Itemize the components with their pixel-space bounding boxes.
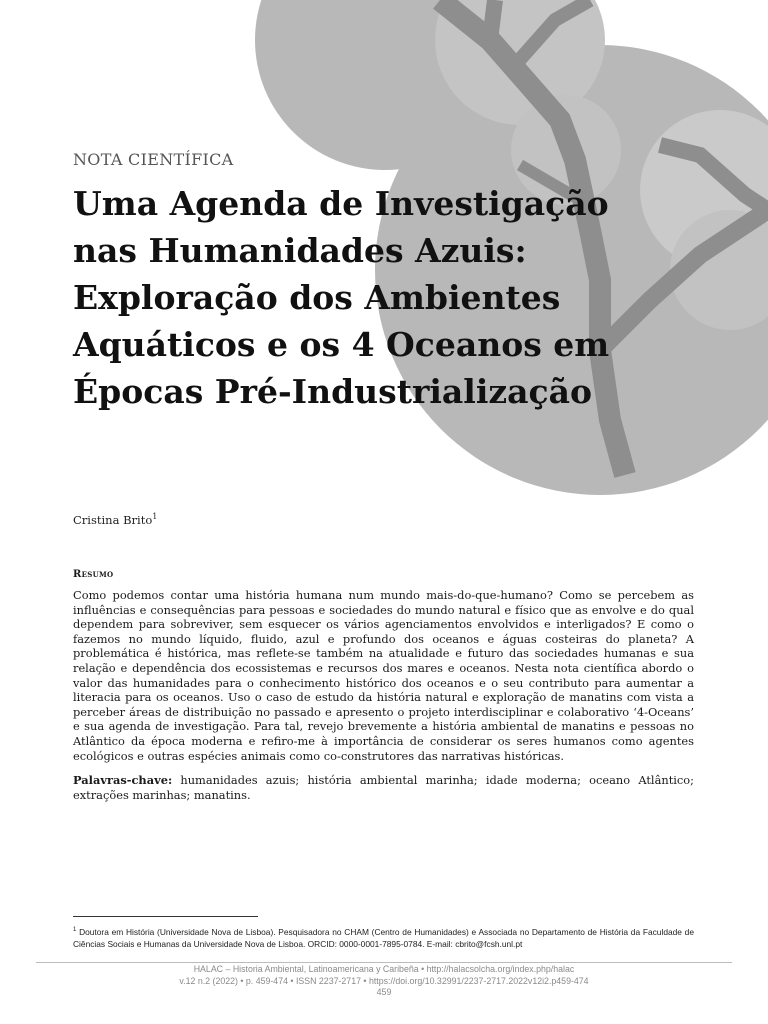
journal-footer-line-1: HALAC – Historia Ambiental, Latinoamericana y Caribeña • http://halacsolcha.org/index.php/halac xyxy=(193,964,575,974)
article-type-label: NOTA CIENTÍFICA xyxy=(73,150,234,169)
keywords-label: Palavras-chave: xyxy=(73,773,173,787)
journal-footer xyxy=(0,964,768,999)
abstract-text: Como podemos contar uma história humana num mundo mais-do-que-humano? Como se percebem as influências e consequências para pessoas e sociedades do mundo natural e físico que as envolve e do qual dependem para sobreviver, sem esquecer os vários agenciamentos envolvidos e interligados? E como o fazemos no mundo líquido, fluido, azul e profundo dos oceanos e águas costeiras do planeta? A problemática é histórica, mas reflete-se também na atualidade e futuro das sociedades humanas e sua relação e dependência dos ecossistemas e recursos dos mares e oceanos. Nesta nota científica abordo o valor das humanidades para o conhecimento histórico dos oceanos e o seu contributo para aumentar a literacia para os oceanos. Uso o caso de estudo da história natural e exploração de manatins com vista a perceber áreas de distribuição no passado e apresento o projeto interdisciplinar e colaborativo ‘4-Oceans’ e sua agenda de investigação. Para tal, revejo brevemente a história ambiental de manatins e pessoas no Atlântico da época moderna e refiro-me à importância de considerar os seres humanos como agentes ecológicos e outras espécies animais como co-construtores das narrativas históricas. xyxy=(73,588,694,763)
footnote xyxy=(73,924,694,951)
keywords-text: humanidades azuis; história ambiental marinha; idade moderna; oceano Atlântico; extrações marinhas; manatins. xyxy=(73,773,694,802)
journal-footer-line-2: v.12 n.2 (2022) • p. 459-474 • ISSN 2237-2717 • https://doi.org/10.32991/2237-2717.2022v12i2.p459-474 xyxy=(179,975,589,986)
abstract-heading: Resumo xyxy=(73,569,114,580)
author-footnote-mark[interactable]: 1 xyxy=(152,512,158,521)
footnote-divider xyxy=(73,916,258,917)
footnote-text: Doutora em História (Universidade Nova de Lisboa). Pesquisadora no CHAM (Centro de Humanidades) e Associada no Departamento de História da Faculdade de Ciências Sociais e Humanas da Universidade Nova de Lisboa. ORCID: 0000-0001-7895-0784. E-mail: cbrito@fcsh.unl.pt xyxy=(73,926,694,950)
page-number: 459 xyxy=(376,987,392,998)
keywords-paragraph xyxy=(73,773,694,802)
journal-footer-divider xyxy=(36,962,732,963)
footnote-mark: 1 xyxy=(73,927,77,933)
article-title: Uma Agenda de Investigação nas Humanidades Azuis: Exploração dos Ambientes Aquáticos e os 4 Oceanos em Épocas Pré-Industrialização xyxy=(73,184,610,411)
author-line xyxy=(73,512,157,527)
author-name: Cristina Brito xyxy=(73,512,153,527)
